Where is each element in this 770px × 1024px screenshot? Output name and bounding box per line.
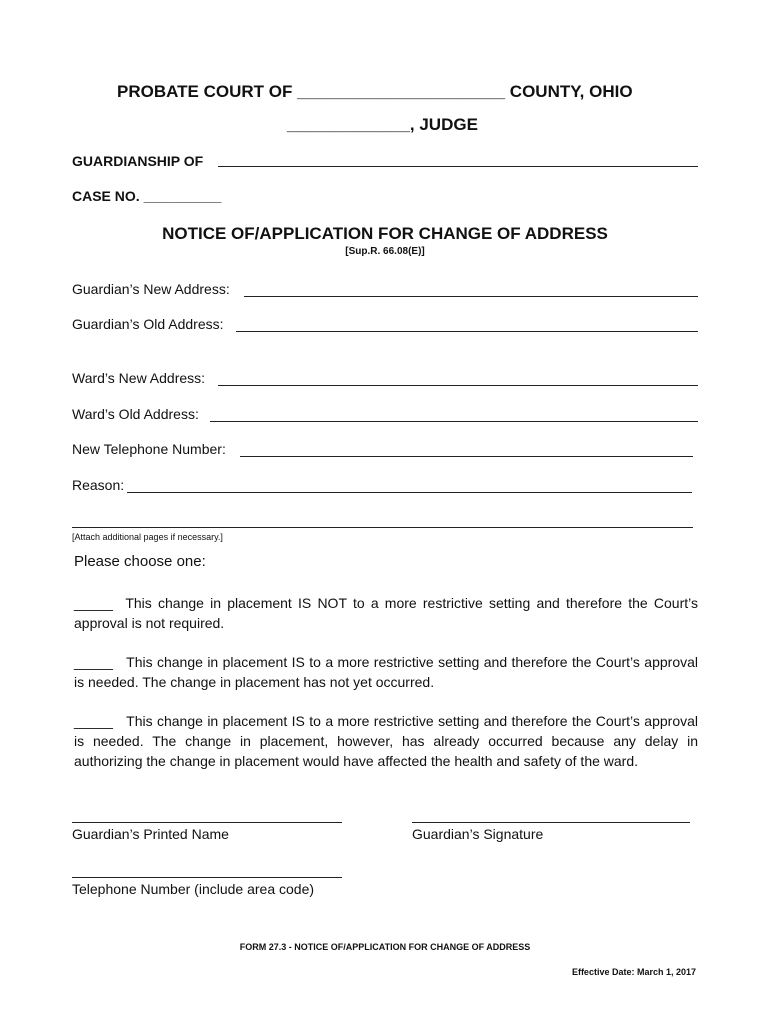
choice-blank[interactable]: _____ — [74, 654, 113, 670]
guardian-new-address-field[interactable] — [244, 296, 698, 297]
choice-option-2[interactable] — [74, 652, 698, 692]
choice-text: This change in placement IS to a more restrictive setting and therefore the Court’s approval is needed. The change in placement, however, has already occurred because any delay in authorizing the change in placement would have affected the health and safety of the ward. — [74, 713, 698, 769]
choose-prompt: Please choose one: — [74, 553, 206, 570]
choice-blank[interactable]: _____ — [74, 713, 113, 729]
choice-option-1[interactable] — [74, 593, 698, 633]
guardian-old-address-label: Guardian’s Old Address: — [72, 316, 224, 332]
choice-option-3[interactable] — [74, 711, 698, 771]
effective-date: Effective Date: March 1, 2017 — [571, 967, 696, 977]
telephone-label: Telephone Number (include area code) — [72, 881, 315, 897]
rule-citation: [Sup.R. 66.08(E)] — [345, 246, 425, 257]
ward-old-address-label: Ward’s Old Address: — [72, 406, 199, 422]
case-number-label: CASE NO. __________ — [72, 188, 222, 204]
choice-text: This change in placement IS NOT to a more restrictive setting and therefore the Court’s approval is not required. — [74, 595, 698, 631]
guardianship-name-field[interactable] — [218, 166, 698, 167]
new-telephone-field[interactable] — [240, 456, 693, 457]
judge-heading: _____________, JUDGE — [287, 115, 478, 134]
ward-new-address-label: Ward’s New Address: — [72, 370, 206, 386]
new-telephone-label: New Telephone Number: — [72, 441, 226, 457]
guardian-new-address-label: Guardian’s New Address: — [72, 281, 230, 297]
choice-text: This change in placement IS to a more restrictive setting and therefore the Court’s approval is needed. The change in placement has not yet occurred. — [74, 654, 698, 690]
printed-name-label: Guardian’s Printed Name — [72, 826, 229, 842]
guardianship-label: GUARDIANSHIP OF — [72, 153, 204, 169]
form-footer-title: FORM 27.3 - NOTICE OF/APPLICATION FOR CHANGE OF ADDRESS — [239, 942, 531, 952]
reason-label: Reason: — [72, 477, 125, 493]
signature-field[interactable] — [412, 822, 690, 823]
reason-field[interactable] — [127, 492, 692, 493]
choice-blank[interactable]: _____ — [74, 595, 113, 611]
reason-field-continued[interactable] — [72, 527, 693, 528]
form-title: NOTICE OF/APPLICATION FOR CHANGE OF ADDRESS — [162, 224, 608, 243]
ward-old-address-field[interactable] — [210, 421, 698, 422]
ward-new-address-field[interactable] — [218, 385, 698, 386]
printed-name-field[interactable] — [72, 822, 342, 823]
attach-note: [Attach additional pages if necessary.] — [72, 532, 223, 542]
court-heading: PROBATE COURT OF ______________________ COUNTY, OHIO — [117, 82, 633, 101]
telephone-field[interactable] — [72, 877, 342, 878]
signature-label: Guardian’s Signature — [412, 826, 544, 842]
guardian-old-address-field[interactable] — [236, 331, 698, 332]
